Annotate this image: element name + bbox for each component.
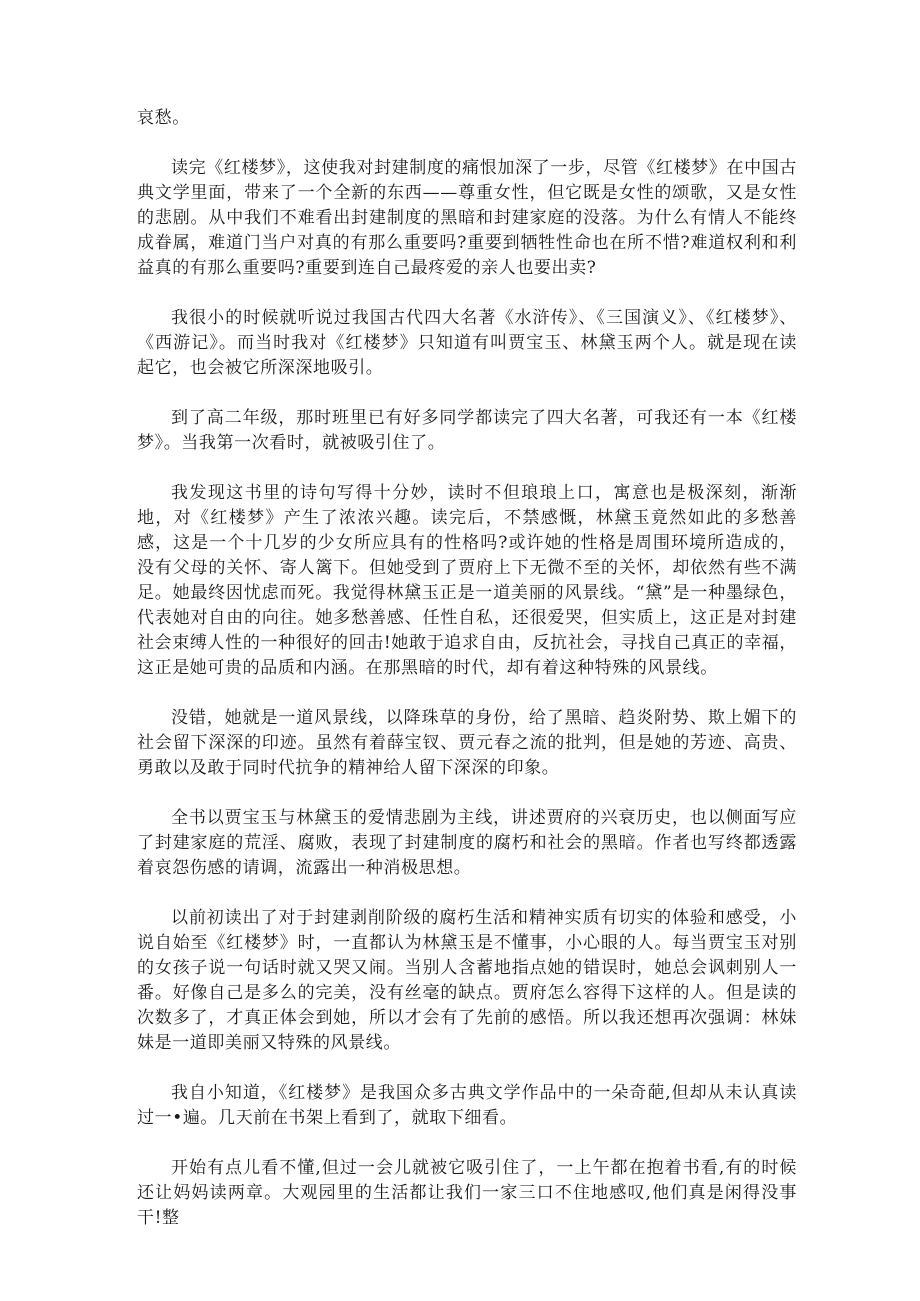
paragraph: 以前初读出了对于封建剥削阶级的腐朽生活和精神实质有切实的体验和感受，小说自始至《红楼梦》时，一直都认为林黛玉是不懂事，小心眼的人。每当贾宝玉对别的女孩子说一句话时就又哭又闹。当别人含蓄地指点她的错误时，她总会讽刺别人一番。好像自己是多么的完美，没有丝毫的缺点。贾府怎么容得下这样的人。但是读的次数多了，才真正体会到她，所以才会有了先前的感悟。所以我还想再次强调：林妹妹是一道即美丽又特殊的风景线。: [137, 908, 797, 1053]
document-page: [137, 106, 797, 1231]
paragraph: 我很小的时候就听说过我国古代四大名著《水浒传》、《三国演义》、《红楼梦》、《西游记》。而当时我对《红楼梦》只知道有叫贾宝玉、林黛玉两个人。就是现在读起它，也会被它所深深地吸引。: [137, 308, 797, 378]
paragraph-continuation: 哀愁。: [137, 108, 190, 128]
paragraph: 到了高二年级，那时班里已有好多同学都读完了四大名著，可我还有一本《红楼梦》。当我第一次看时，就被吸引住了。: [137, 408, 797, 453]
paragraph: 我发现这书里的诗句写得十分妙，读时不但琅琅上口，寓意也是极深刻，渐渐地，对《红楼梦》产生了浓浓兴趣。读完后，不禁感慨，林黛玉竟然如此的多愁善感，这是一个十几岁的少女所应具有的性格吗?或许她的性格是周围环境所造成的，没有父母的关怀、寄人篱下。但她受到了贾府上下无微不至的关怀，却依然有些不满足。她最终因忧虑而死。我觉得林黛玉正是一道美丽的风景线。“黛”是一种墨绿色，代表她对自由的向往。她多愁善感、任性自私，还很爱哭，但实质上，这正是对封建社会束缚人性的一种很好的回击!她敢于追求自由，反抗社会，寻找自己真正的幸福，这正是她可贵的品质和内涵。在那黑暗的时代，却有着这种特殊的风景线。: [137, 483, 797, 678]
paragraph: 没错，她就是一道风景线，以降珠草的身份，给了黑暗、趋炎附势、欺上媚下的社会留下深深的印迹。虽然有着薛宝钗、贾元春之流的批判，但是她的芳迹、高贵、勇敢以及敢于同时代抗争的精神给人留下深深的印象。: [137, 708, 797, 778]
paragraph: 我自小知道，《红楼梦》是我国众多古典文学作品中的一朵奇葩,但却从未认真读过一•遍。几天前在书架上看到了，就取下细看。: [137, 1083, 797, 1128]
paragraph: 开始有点儿看不懂,但过一会儿就被它吸引住了，一上午都在抱着书看,有的时候还让妈妈读两章。大观园里的生活都让我们一家三口不住地感叹,他们真是闲得没事干!整: [137, 1158, 797, 1228]
paragraph: 全书以贾宝玉与林黛玉的爱情悲剧为主线，讲述贾府的兴衰历史，也以侧面写应了封建家庭的荒淫、腐败，表现了封建制度的腐朽和社会的黑暗。作者也写终都透露着哀怨伤感的请调，流露出一种消极思想。: [137, 808, 797, 878]
paragraph: 读完《红楼梦》，这使我对封建制度的痛恨加深了一步，尽管《红楼梦》在中国古典文学里面，带来了一个全新的东西——尊重女性，但它既是女性的颂歌，又是女性的悲剧。从中我们不难看出封建制度的黑暗和封建家庭的没落。为什么有情人不能终成眷属，难道门当户对真的有那么重要吗?重要到牺牲性命也在所不惜?难道权利和利益真的有那么重要吗?重要到连自己最疼爱的亲人也要出卖?: [137, 158, 797, 278]
